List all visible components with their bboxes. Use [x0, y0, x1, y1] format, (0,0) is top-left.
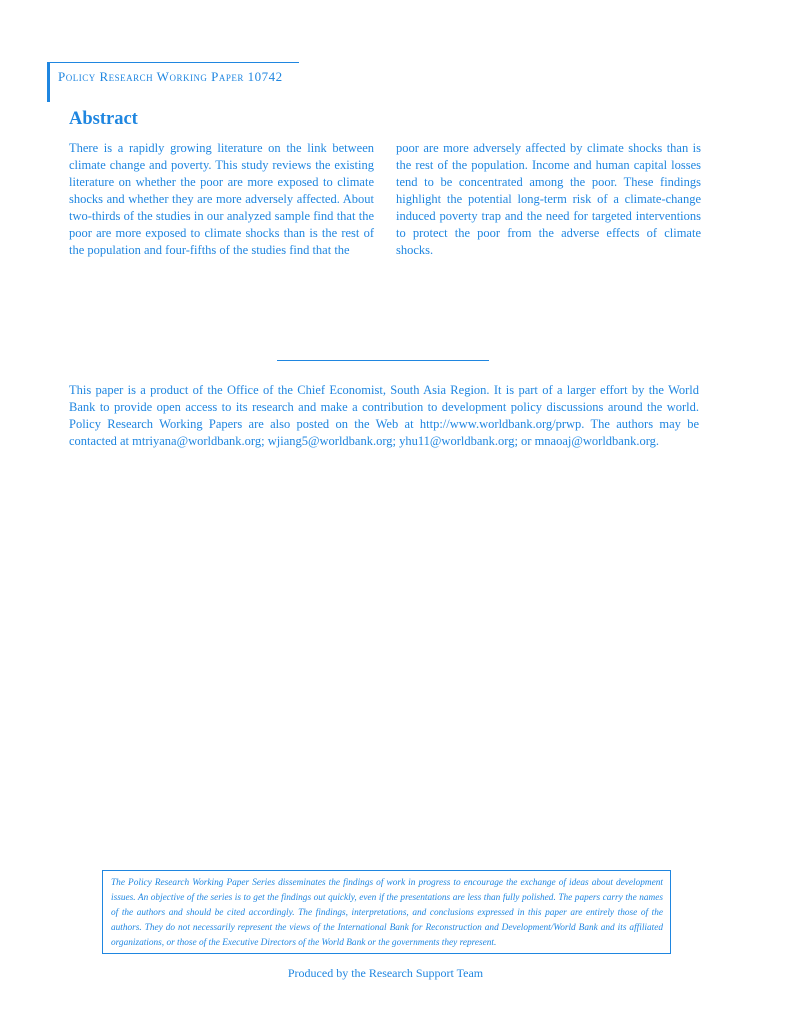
disclaimer-text: The Policy Research Working Paper Series disseminates the findings of work in progress to encourage the exchange of ideas about development issues. An objective of the series is to get the findings out quickly, even if the presentations are less than fully polished. The papers carry the names of the authors and should be cited accordingly. The findings, interpretations, and conclusions expressed in this paper are entirely those of the authors. They do not necessarily represent the views of the International Bank for Reconstruction and Development/World Bank and its affiliated organizations, or those of the Executive Directors of the World Bank or the governments they represent.: [111, 878, 663, 948]
series-title: Policy Research Working Paper 10742: [58, 69, 283, 84]
product-note: This paper is a product of the Office of the Chief Economist, South Asia Region. It is part of a larger effort by the World Bank to provide open access to its research and make a contribution to development policy discussions around the world. Policy Research Working Papers are also posted on the Web at http://www.worldbank.org/prwp. The authors may be contacted at mtriyana@worldbank.org; wjiang5@worldbank.org; yhu11@worldbank.org; or mnaoaj@worldbank.org.: [69, 383, 699, 448]
abstract-heading: Abstract: [69, 109, 138, 129]
section-divider: [277, 360, 489, 361]
disclaimer-box: [102, 870, 671, 954]
abstract-column-right: poor are more adversely affected by climate shocks than is the rest of the population. Income and human capital losses tend to be concentrated among the poor. These findings highlight the potential long-term risk of a climate-change induced poverty trap and the need for targeted interventions to protect the poor from the adverse effects of climate shocks.: [396, 141, 701, 257]
series-header: [47, 62, 299, 102]
footer-credit: Produced by the Research Support Team: [287, 966, 484, 980]
abstract-column-left: There is a rapidly growing literature on the link between climate change and poverty. This study reviews the existing literature on whether the poor are more exposed to climate shocks and whether they are more adversely affected. About two-thirds of the studies in our analyzed sample find that the poor are more exposed to climate shocks than is the rest of the population and four-fifths of the studies find that the: [69, 141, 374, 257]
